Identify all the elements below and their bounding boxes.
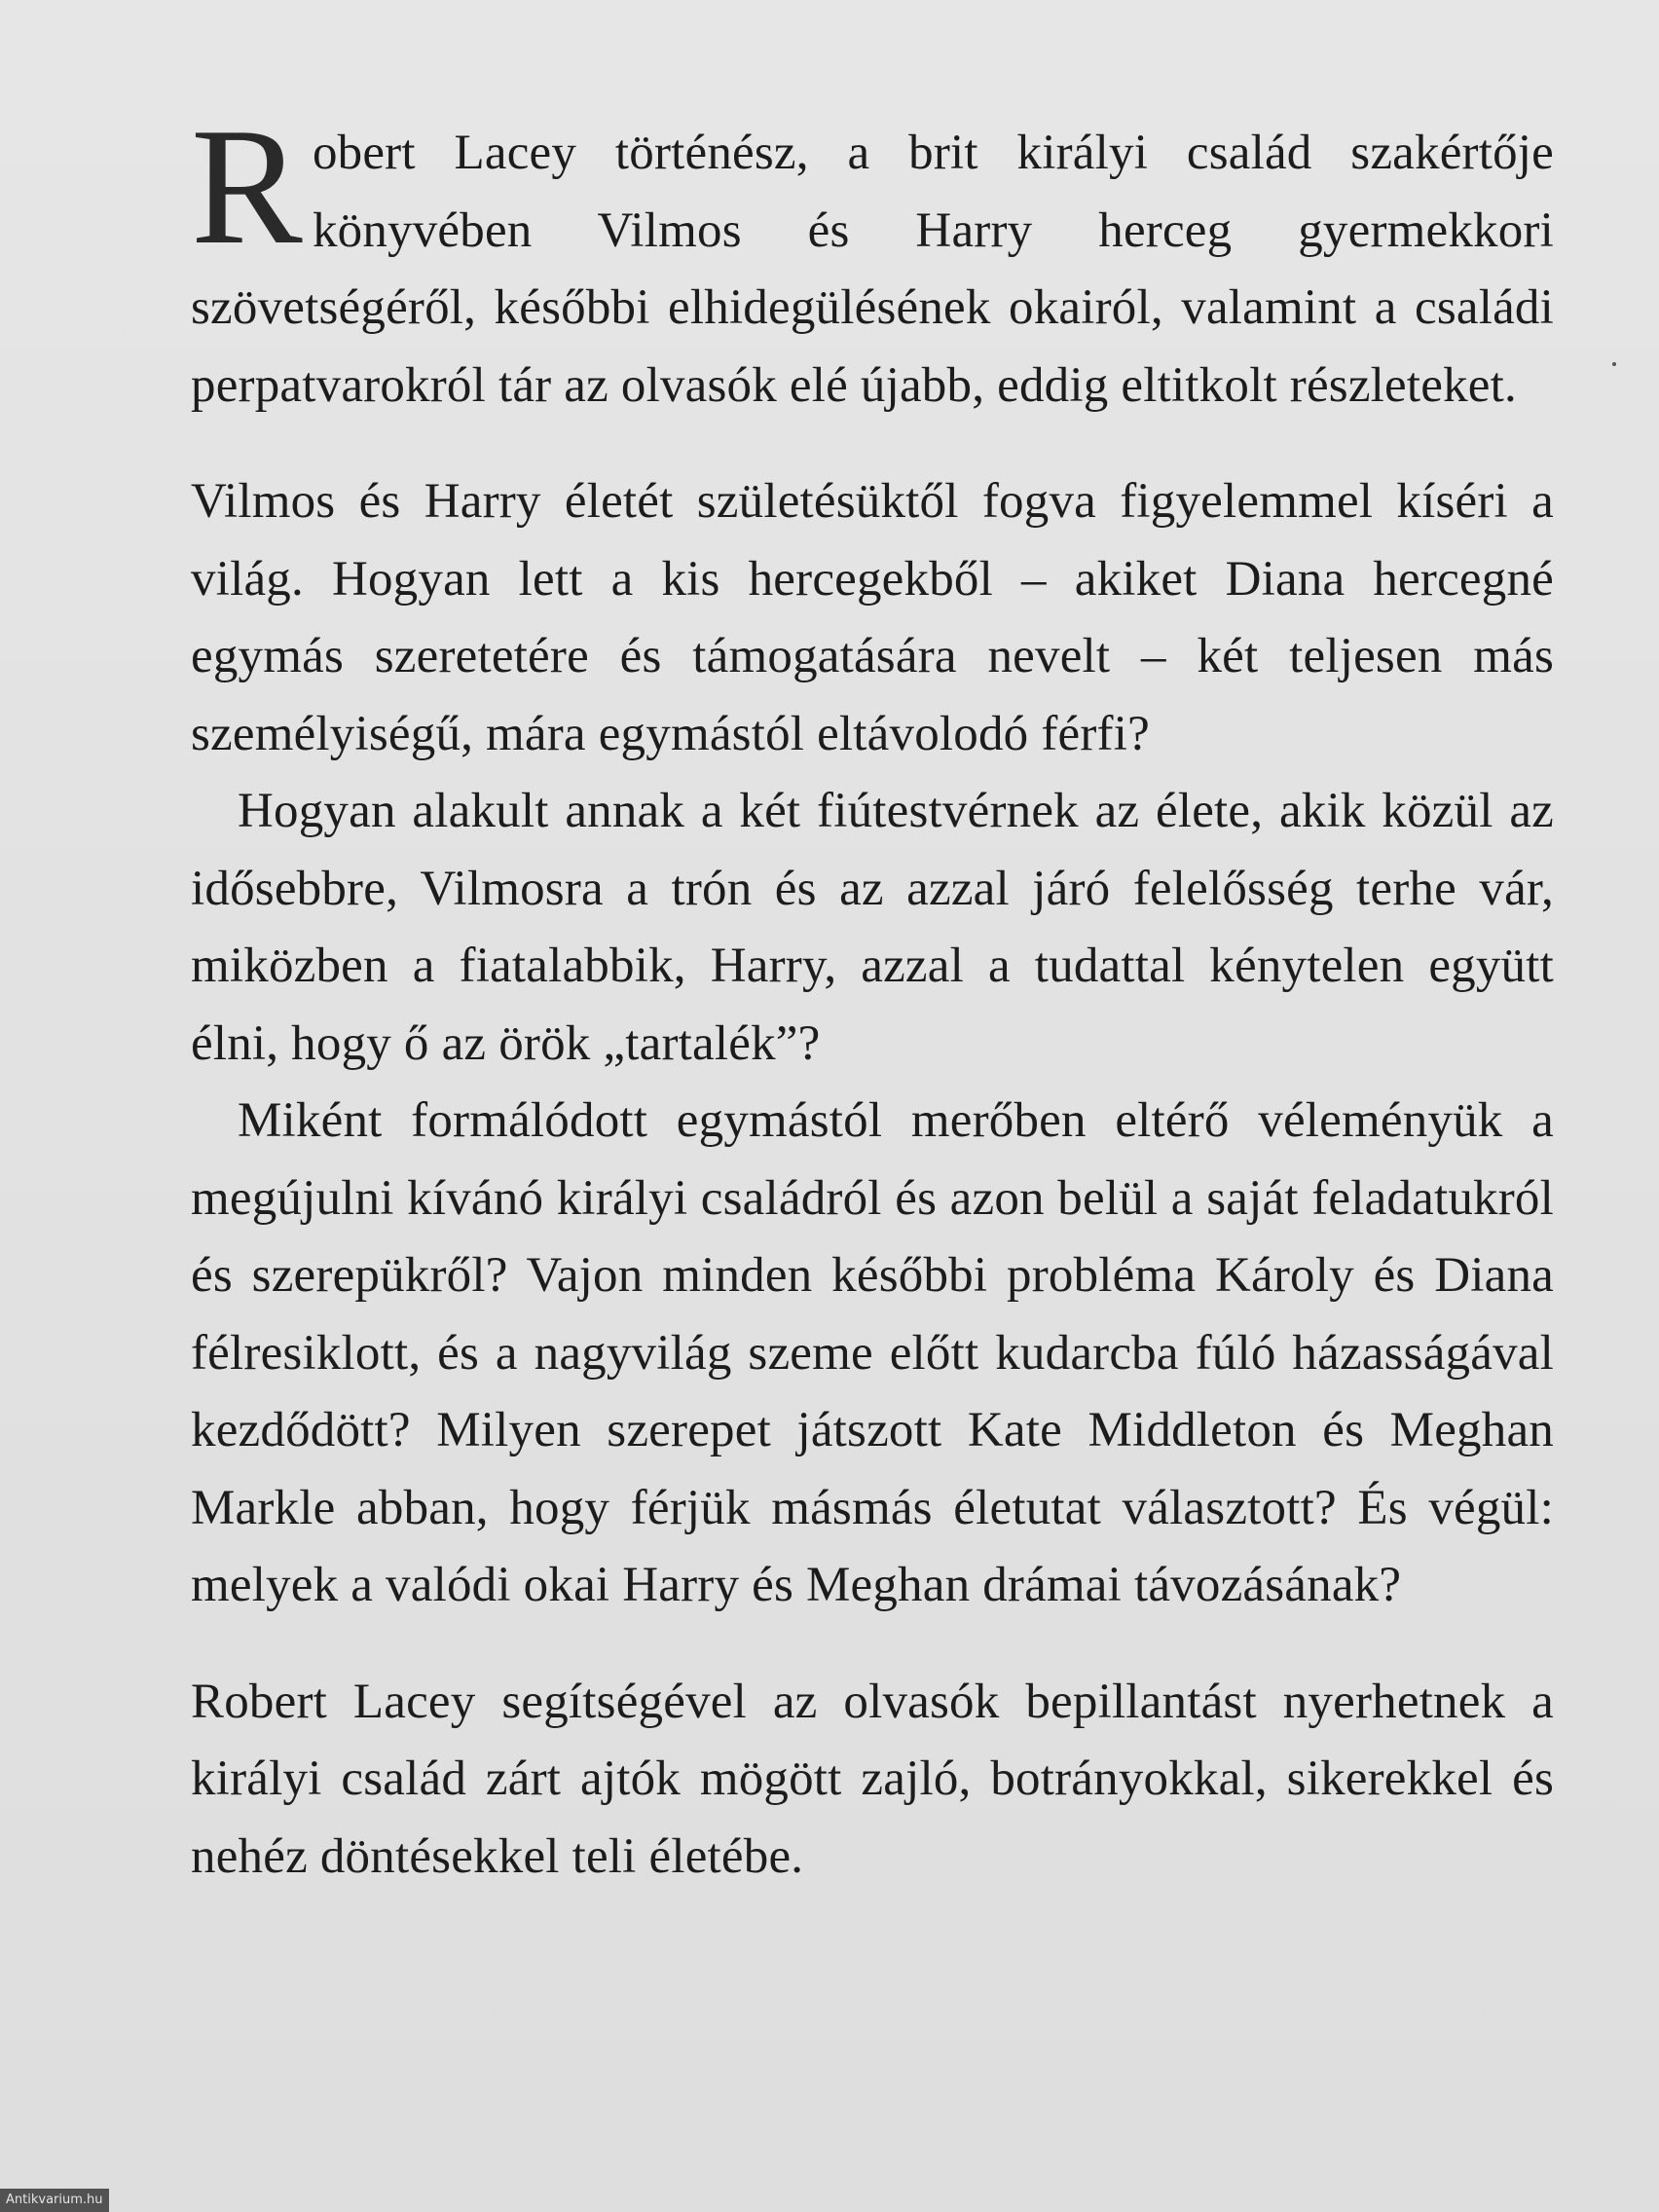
paragraph-spacer	[191, 1625, 1554, 1664]
paragraph-questions: Miként formálódott egymástól merőben eltérő véleményük a megújulni kívánó királyi családról és azon belül a saját feladatukról és szerepükről? Vajon minden későbbi probléma Károly és Diana félresiklott, és a nagyvilág szeme előtt kudarcba fúló házasságával kezdődött? Milyen szerepet játszott Kate Middleton és Meghan Markle abban, hogy férjük másmás életutat választott? És végül: melyek a valódi okai Harry és Meghan drámai távozásának?	[191, 1093, 1554, 1612]
site-watermark: Antikvarium.hu	[0, 2189, 109, 2212]
paragraph-spacer	[191, 424, 1554, 463]
ink-speck	[1612, 362, 1616, 366]
paragraph-intro	[191, 94, 1554, 424]
paragraph-life: Vilmos és Harry életét születésüktől fogva figyelemmel kíséri a világ. Hogyan lett a kis hercegekből – akiket Diana hercegné egymás szeretetére és támogatására nevelt – két teljesen más személyiségű, mára egymástól eltávolodó férfi?	[191, 474, 1554, 761]
paragraph-brothers: Hogyan alakult annak a két fiútestvérnek az élete, akik közül az idősebbre, Vilmosra a trón és az azzal járó felelősség terhe vár, miközben a fiatalabbik, Harry, azzal a tudattal kénytelen együtt élni, hogy ő az örök „tartalék”?	[191, 784, 1554, 1071]
blurb-text-block	[191, 94, 1554, 1896]
paragraph-closing: Robert Lacey segítségével az olvasók bepillantást nyerhetnek a királyi család zárt ajtók mögött zajló, botrányokkal, sikerekkel és nehéz döntésekkel teli életébe.	[191, 1674, 1554, 1884]
dropcap-letter: R	[191, 94, 303, 279]
paragraph-intro-text: obert Lacey történész, a brit királyi család szakértője könyvében Vilmos és Harry herceg gyermekkori szövetségéről, későbbi elhidegülésének okairól, valamint a családi perpatvarokról tár az olvasók elé újabb, eddig eltitkolt részleteket.	[191, 126, 1554, 413]
